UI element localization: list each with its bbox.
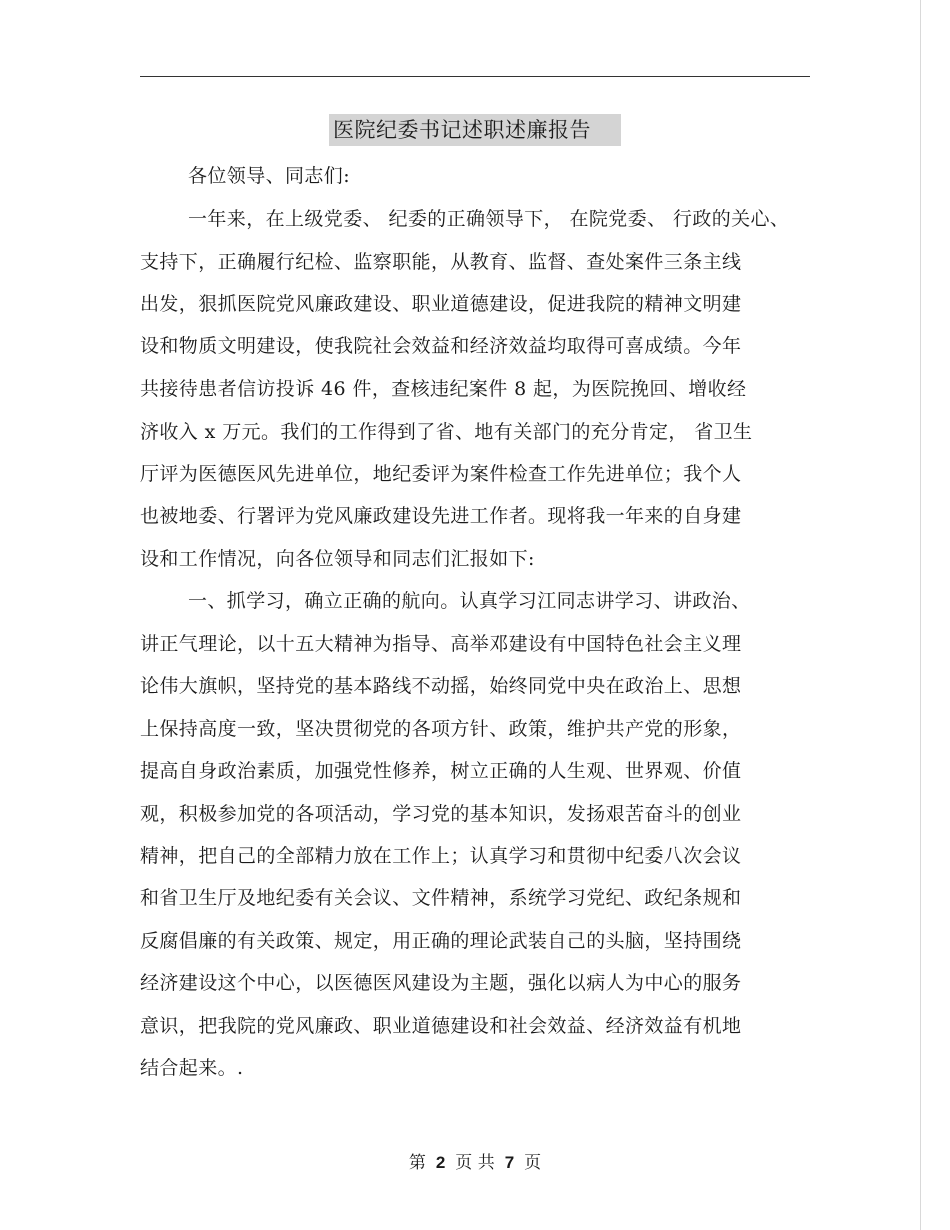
body-line: 反腐倡廉的有关政策、规定，用正确的理论武装自己的头脑，坚持围绕 [140, 930, 742, 952]
body-line: 经济建设这个中心，以医德医风建设为主题，强化以病人为中心的服务 [140, 972, 742, 994]
body-line: 观，积极参加党的各项活动，学习党的基本知识，发扬艰苦奋斗的创业 [140, 803, 742, 825]
body-line: 一年来，在上级党委、 纪委的正确领导下， 在院党委、 行政的关心、 [188, 208, 790, 230]
title-container [0, 114, 950, 146]
body-line: 和省卫生厅及地纪委有关会议、文件精神，系统学习党纪、政纪条规和 [140, 887, 742, 909]
page-footer [0, 1152, 950, 1174]
body-line: 出发，狠抓医院党风廉政建设、职业道德建设，促进我院的精神文明建 [140, 293, 742, 315]
salutation: 各位领导、同志们: [188, 165, 351, 187]
body-line: 也被地委、行署评为党风廉政建设先进工作者。现将我一年来的自身建 [140, 505, 742, 527]
footer-page-number: 2 [435, 1153, 446, 1172]
header-rule [140, 76, 810, 77]
body-line: 一、抓学习，确立正确的航向。认真学习江同志讲学习、讲政治、 [188, 590, 751, 612]
footer-prefix: 第 [408, 1153, 426, 1173]
body-line: 支持下，正确履行纪检、监察职能，从教育、监督、查处案件三条主线 [140, 251, 742, 273]
document-title: 医院纪委书记述职述廉报告 [329, 114, 621, 146]
body-line: 上保持高度一致，坚决贯彻党的各项方针、政策，维护共产党的形象， [140, 718, 742, 740]
body-line: 厅评为医德医风先进单位，地纪委评为案件检查工作先进单位；我个人 [140, 463, 742, 485]
body-line: 设和物质文明建设，使我院社会效益和经济效益均取得可喜成绩。今年 [140, 335, 742, 357]
body-line: 设和工作情况，向各位领导和同志们汇报如下: [140, 548, 535, 570]
body-line: 意识，把我院的党风廉政、职业道德建设和社会效益、经济效益有机地 [140, 1015, 742, 1037]
body-line: 济收入 x 万元。我们的工作得到了省、地有关部门的充分肯定， 省卫生 [140, 421, 753, 443]
footer-suffix: 页 [524, 1153, 542, 1173]
footer-total-pages: 7 [504, 1153, 515, 1172]
body-line: 精神，把自己的全部精力放在工作上；认真学习和贯彻中纪委八次会议 [140, 845, 742, 867]
footer-mid: 页 共 [455, 1153, 495, 1173]
body-line: 共接待患者信访投诉 46 件，查核违纪案件 8 起，为医院挽回、增收经 [140, 378, 747, 400]
body-line: 讲正气理论，以十五大精神为指导、高举邓建设有中国特色社会主义理 [140, 633, 742, 655]
body-line: 提高自身政治素质，加强党性修养，树立正确的人生观、世界观、价值 [140, 760, 742, 782]
body-line: 论伟大旗帜，坚持党的基本路线不动摇，始终同党中央在政治上、思想 [140, 675, 742, 697]
body-line: 结合起来。. [140, 1057, 244, 1079]
page-edge-line [920, 0, 921, 1230]
